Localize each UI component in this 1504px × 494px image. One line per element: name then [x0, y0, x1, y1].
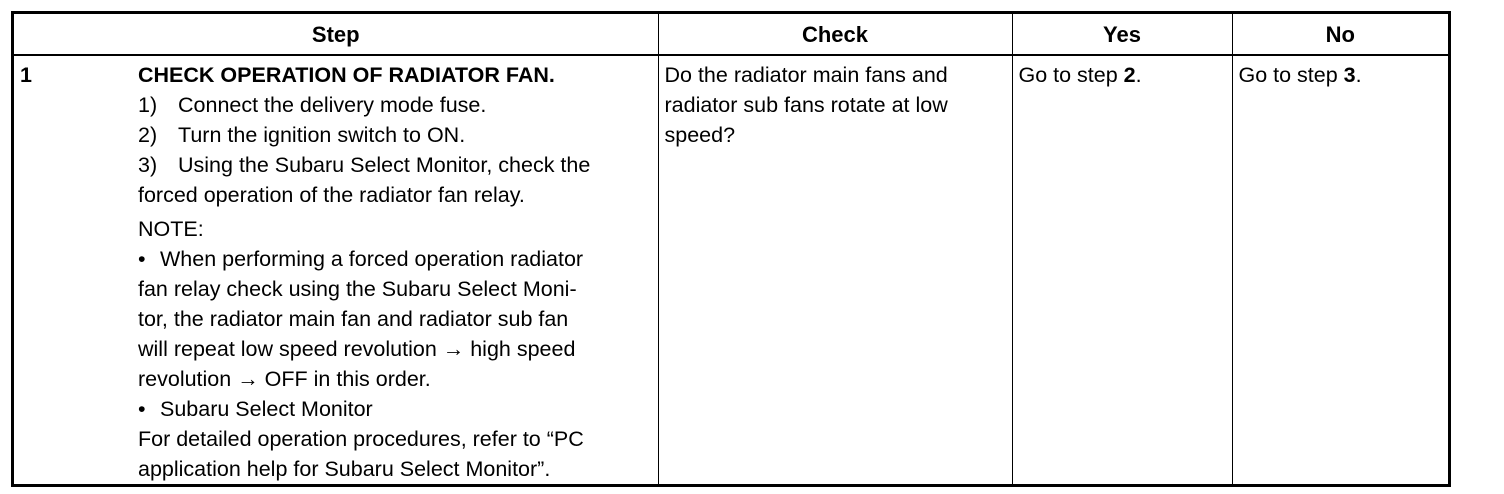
instruction-text: Turn the ignition switch to ON.	[178, 123, 466, 147]
table-header-row	[14, 14, 1448, 55]
instruction-text-continued: forced operation of the radiator fan relay.	[138, 183, 525, 207]
yes-cell	[1012, 55, 1232, 484]
note-line: tor, the radiator main fan and radiator sub fan	[138, 307, 569, 331]
note-line: When performing a forced operation radiator	[160, 247, 584, 271]
instruction-index: 1)	[138, 93, 158, 117]
step-number: 1	[20, 63, 32, 87]
note-tail-line: application help for Subaru Select Monitor”.	[138, 457, 551, 481]
yes-step-link[interactable]: 2	[1123, 63, 1136, 87]
check-line: Do the radiator main fans and	[664, 63, 948, 87]
note-bullet	[138, 244, 654, 394]
bullet-glyph: •	[138, 247, 146, 271]
bullet-glyph: •	[138, 397, 146, 421]
header-check: Check	[658, 14, 1012, 55]
note-line: will repeat low speed revolution → high speed	[138, 337, 576, 361]
instruction-index: 3)	[138, 153, 158, 177]
instruction-text: Connect the delivery mode fuse.	[178, 93, 487, 117]
no-suffix: .	[1355, 63, 1362, 87]
check-cell	[658, 55, 1012, 484]
note-line: revolution → OFF in this order.	[138, 367, 431, 391]
diagnostic-procedure-table	[14, 14, 1448, 484]
yes-prefix: Go to step	[1018, 63, 1124, 87]
instruction-item	[138, 120, 654, 150]
instruction-text: Using the Subaru Select Monitor, check the	[178, 153, 591, 177]
note-tail-line: For detailed operation procedures, refer to “PC	[138, 427, 584, 451]
check-line: speed?	[664, 123, 736, 147]
instruction-item	[138, 90, 654, 120]
check-line: radiator sub fans rotate at low	[664, 93, 948, 117]
instruction-item	[138, 150, 654, 180]
note-line: fan relay check using the Subaru Select Moni-	[138, 277, 577, 301]
header-no: No	[1232, 14, 1448, 55]
instruction-index: 2)	[138, 123, 158, 147]
step-title: CHECK OPERATION OF RADIATOR FAN.	[138, 63, 555, 87]
yes-suffix: .	[1135, 63, 1142, 87]
header-yes: Yes	[1012, 14, 1232, 55]
no-prefix: Go to step	[1238, 63, 1344, 87]
diagnostic-procedure-table-frame	[11, 11, 1451, 487]
no-step-link[interactable]: 3	[1343, 63, 1356, 87]
note-label: NOTE:	[138, 217, 204, 241]
note-bullet	[138, 394, 654, 424]
step-cell	[14, 55, 658, 484]
no-cell	[1232, 55, 1448, 484]
step-content	[138, 56, 654, 484]
header-step: Step	[14, 14, 658, 55]
table-row	[14, 55, 1448, 484]
note-line: Subaru Select Monitor	[160, 397, 373, 421]
